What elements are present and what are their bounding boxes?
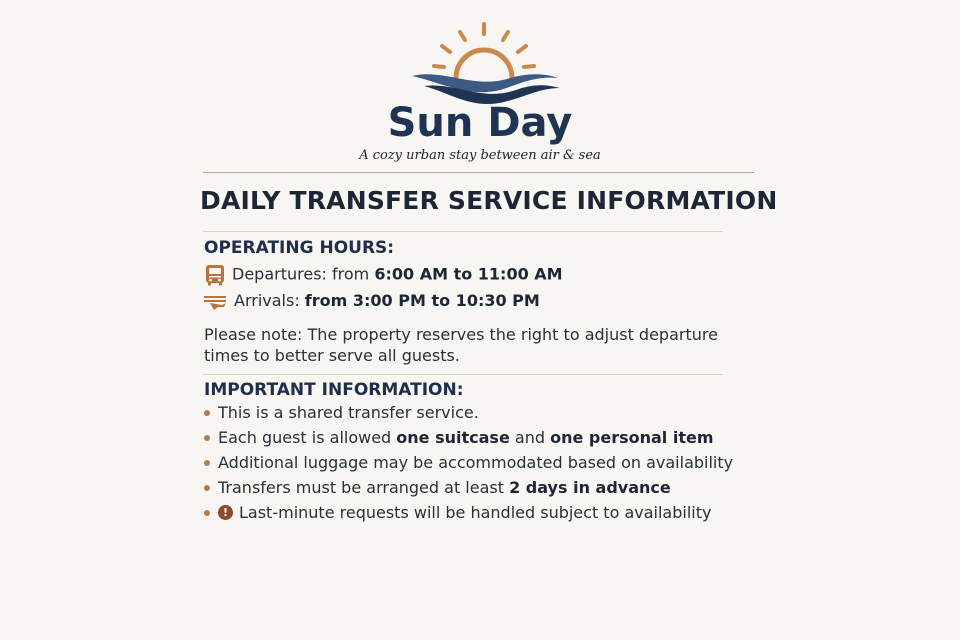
page-title: DAILY TRANSFER SERVICE INFORMATION <box>200 186 778 215</box>
bullet-icon <box>204 410 210 416</box>
arrivals-label: Arrivals: <box>234 291 305 310</box>
departures-time: 6:00 AM to 11:00 AM <box>374 264 563 284</box>
airplane-landing-icon <box>204 293 228 311</box>
bullet-icon <box>204 485 210 491</box>
list-item: ! Last-minute requests will be handled subject to availability <box>204 503 733 528</box>
arrivals-row <box>204 291 540 311</box>
operating-hours-heading: OPERATING HOURS: <box>204 238 395 258</box>
divider <box>203 231 723 232</box>
sun-over-waves-icon <box>404 20 564 110</box>
important-info-heading: IMPORTANT INFORMATION: <box>204 380 464 400</box>
departures-label: Departures: from <box>232 264 375 284</box>
divider <box>203 172 754 173</box>
brand-tagline: A cozy urban stay between air & sea <box>359 148 601 163</box>
list-item: Transfers must be arranged at least 2 days in advance <box>204 478 733 503</box>
list-item: Each guest is allowed one suitcase and one personal item <box>204 428 733 453</box>
arrivals-time: from 3:00 PM to 10:30 PM <box>304 291 540 310</box>
alert-icon: ! <box>218 505 233 520</box>
bus-icon <box>204 264 226 286</box>
important-info-list <box>204 403 733 528</box>
list-item: This is a shared transfer service. <box>204 403 733 428</box>
hours-note: Please note: The property reserves the right to adjust departure times to better serve all guests. <box>204 325 718 365</box>
bullet-icon <box>204 460 210 466</box>
bullet-icon <box>204 435 210 441</box>
brand-name: Sun Day <box>387 100 573 146</box>
divider <box>203 374 723 375</box>
departures-row <box>204 264 563 286</box>
bullet-icon <box>204 510 210 516</box>
list-item: Additional luggage may be accommodated based on availability <box>204 453 733 478</box>
